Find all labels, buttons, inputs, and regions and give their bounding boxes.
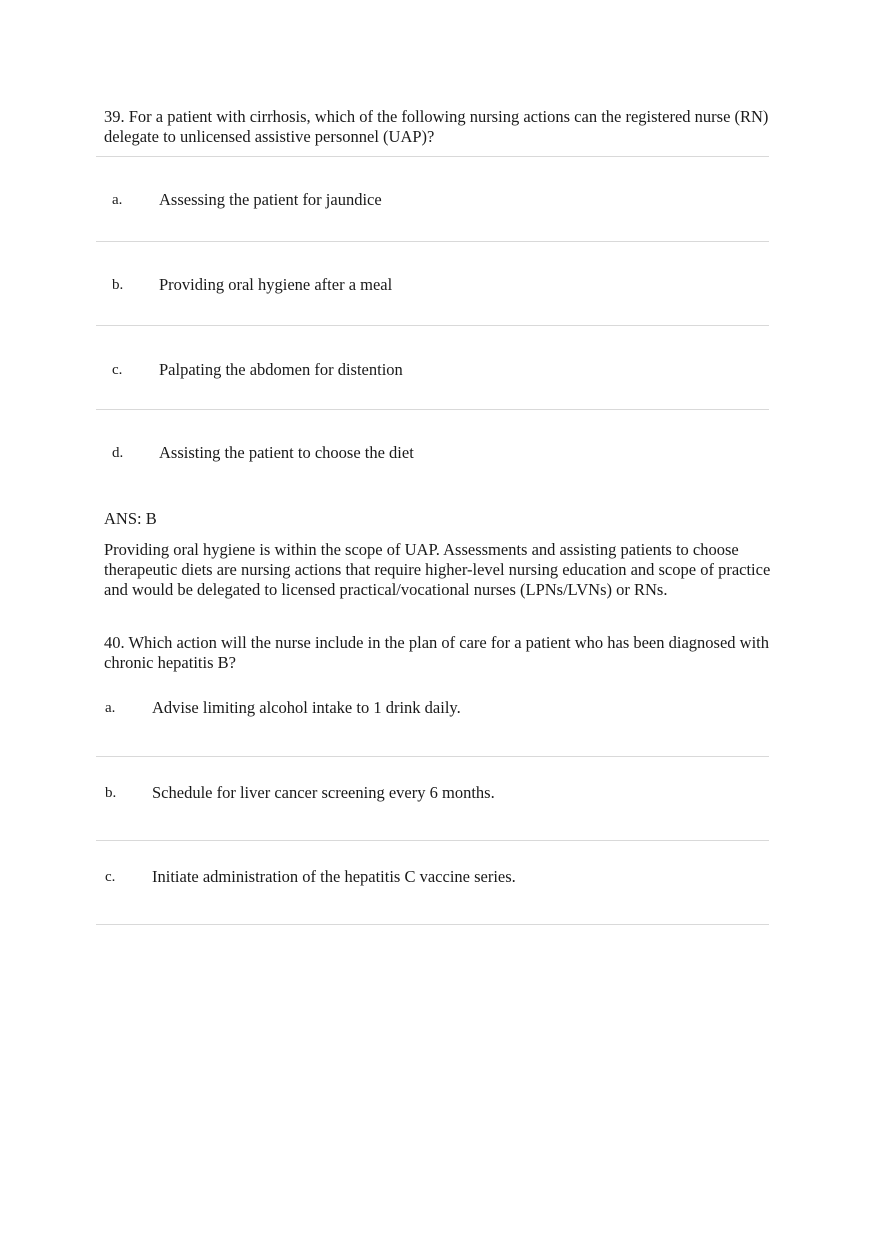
question-40-option-c bbox=[96, 841, 769, 925]
option-text: Initiate administration of the hepatitis C vaccine series. bbox=[152, 867, 516, 886]
question-39-option-d bbox=[96, 410, 769, 492]
option-text: Assisting the patient to choose the diet bbox=[159, 443, 414, 462]
question-39-stem: 39. For a patient with cirrhosis, which of the following nursing actions can the registered nurse (RN) delegate to unlicensed assistive personnel (UAP)? bbox=[104, 107, 769, 146]
option-text: Schedule for liver cancer screening every 6 months. bbox=[152, 783, 495, 802]
question-39-option-c bbox=[96, 326, 769, 410]
question-39-option-a bbox=[96, 157, 769, 242]
option-letter: b. bbox=[105, 785, 117, 801]
option-letter: b. bbox=[112, 277, 124, 293]
answer-rationale: Providing oral hygiene is within the scope of UAP. Assessments and assisting patients to choose therapeutic diets are nursing actions that require higher-level nursing education and scope of practice and would be delegated to licensed practical/vocational nurses (LPNs/LVNs) or RNs. bbox=[104, 540, 771, 599]
option-text: Providing oral hygiene after a meal bbox=[159, 275, 393, 294]
option-letter: a. bbox=[105, 700, 116, 716]
question-39-option-b bbox=[96, 242, 769, 326]
answer-key: ANS: B bbox=[104, 509, 157, 528]
option-text: Advise limiting alcohol intake to 1 drink daily. bbox=[152, 698, 461, 717]
option-letter: c. bbox=[112, 362, 123, 378]
question-40-option-b bbox=[96, 757, 769, 841]
option-letter: d. bbox=[112, 445, 124, 461]
option-letter: a. bbox=[112, 192, 123, 208]
option-text: Palpating the abdomen for distention bbox=[159, 360, 403, 379]
question-40-option-a bbox=[96, 674, 769, 757]
option-text: Assessing the patient for jaundice bbox=[159, 190, 382, 209]
question-40-stem: 40. Which action will the nurse include in the plan of care for a patient who has been diagnosed with chronic hepatitis B? bbox=[104, 633, 769, 672]
option-letter: c. bbox=[105, 869, 116, 885]
